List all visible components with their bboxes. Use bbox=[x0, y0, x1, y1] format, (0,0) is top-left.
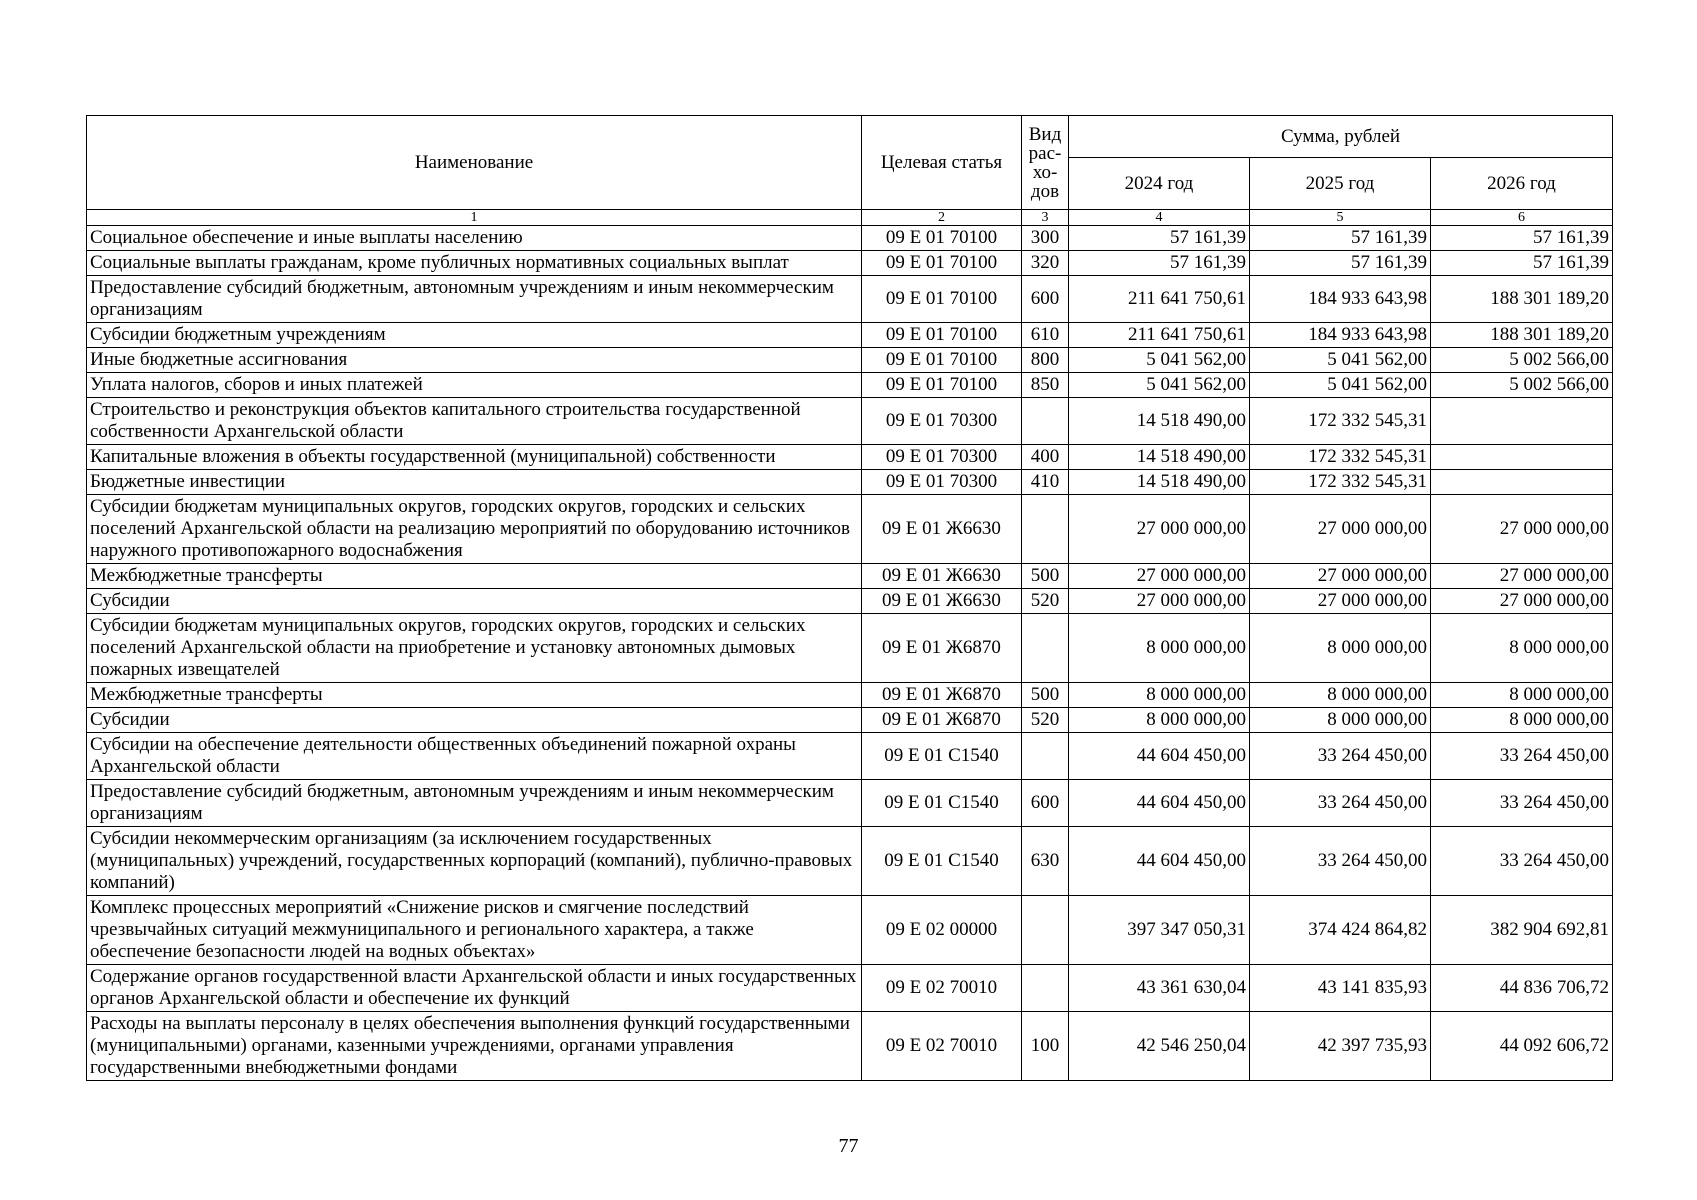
row-amount-2026-cell: 8 000 000,00 bbox=[1431, 708, 1613, 733]
row-amount-2024-cell: 211 641 750,61 bbox=[1069, 323, 1250, 348]
row-target-article-cell: 09 Е 01 С1540 bbox=[862, 827, 1022, 896]
row-name-cell: Бюджетные инвестиции bbox=[87, 470, 862, 495]
row-target-article-cell: 09 Е 02 70010 bbox=[862, 1012, 1022, 1081]
row-amount-2026-cell: 44 092 606,72 bbox=[1431, 1012, 1613, 1081]
row-target-article-cell: 09 Е 01 70100 bbox=[862, 276, 1022, 323]
row-name-cell: Межбюджетные трансферты bbox=[87, 564, 862, 589]
table-row bbox=[87, 373, 1613, 398]
row-name-cell: Расходы на выплаты персоналу в целях обеспечения выполнения функций государственными (муниципальными) органами, казенными учреждениями, органами управления государственными внебюджетными фондами bbox=[87, 1012, 862, 1081]
table-row bbox=[87, 564, 1613, 589]
row-expense-type-cell: 500 bbox=[1022, 683, 1069, 708]
row-amount-2025-cell: 8 000 000,00 bbox=[1250, 683, 1431, 708]
row-amount-2025-cell: 172 332 545,31 bbox=[1250, 445, 1431, 470]
budget-table bbox=[86, 115, 1613, 1081]
row-amount-2025-cell: 27 000 000,00 bbox=[1250, 589, 1431, 614]
table-row bbox=[87, 965, 1613, 1012]
table-body bbox=[87, 226, 1613, 1081]
row-amount-2025-cell: 8 000 000,00 bbox=[1250, 708, 1431, 733]
row-amount-2024-cell: 43 361 630,04 bbox=[1069, 965, 1250, 1012]
row-expense-type-cell: 500 bbox=[1022, 564, 1069, 589]
row-amount-2026-cell: 8 000 000,00 bbox=[1431, 614, 1613, 683]
row-amount-2026-cell: 5 002 566,00 bbox=[1431, 348, 1613, 373]
row-amount-2026-cell bbox=[1431, 398, 1613, 445]
header-year-2024: 2024 год bbox=[1069, 158, 1250, 210]
row-amount-2024-cell: 5 041 562,00 bbox=[1069, 348, 1250, 373]
header-expense-type-line: хо- bbox=[1032, 161, 1058, 183]
page-number: 77 bbox=[838, 1135, 859, 1157]
row-name-cell: Предоставление субсидий бюджетным, автономным учреждениям и иным некоммерческим организациям bbox=[87, 780, 862, 827]
row-expense-type-cell: 850 bbox=[1022, 373, 1069, 398]
table-row bbox=[87, 276, 1613, 323]
row-amount-2025-cell: 184 933 643,98 bbox=[1250, 323, 1431, 348]
row-expense-type-cell bbox=[1022, 398, 1069, 445]
table-row bbox=[87, 733, 1613, 780]
row-name-cell: Иные бюджетные ассигнования bbox=[87, 348, 862, 373]
row-target-article-cell: 09 Е 01 С1540 bbox=[862, 733, 1022, 780]
row-name-cell: Социальное обеспечение и иные выплаты населению bbox=[87, 226, 862, 251]
row-name-cell: Содержание органов государственной власти Архангельской области и иных государственных органов Архангельской области и обеспечение их функций bbox=[87, 965, 862, 1012]
row-amount-2026-cell: 33 264 450,00 bbox=[1431, 780, 1613, 827]
row-expense-type-cell: 410 bbox=[1022, 470, 1069, 495]
row-amount-2024-cell: 14 518 490,00 bbox=[1069, 445, 1250, 470]
row-expense-type-cell bbox=[1022, 614, 1069, 683]
row-name-cell: Субсидии bbox=[87, 708, 862, 733]
row-name-cell: Предоставление субсидий бюджетным, автономным учреждениям и иным некоммерческим организациям bbox=[87, 276, 862, 323]
table-row bbox=[87, 589, 1613, 614]
header-sum: Сумма, рублей bbox=[1069, 116, 1613, 158]
header-name: Наименование bbox=[87, 116, 862, 210]
row-target-article-cell: 09 Е 01 70300 bbox=[862, 470, 1022, 495]
row-target-article-cell: 09 Е 02 00000 bbox=[862, 896, 1022, 965]
row-amount-2025-cell: 57 161,39 bbox=[1250, 226, 1431, 251]
table-row bbox=[87, 398, 1613, 445]
row-amount-2026-cell: 27 000 000,00 bbox=[1431, 564, 1613, 589]
row-amount-2026-cell: 188 301 189,20 bbox=[1431, 323, 1613, 348]
table-row bbox=[87, 495, 1613, 564]
row-amount-2026-cell: 33 264 450,00 bbox=[1431, 827, 1613, 896]
table-header bbox=[87, 116, 1613, 226]
row-amount-2025-cell: 5 041 562,00 bbox=[1250, 348, 1431, 373]
header-expense-type-line: Вид bbox=[1028, 123, 1062, 145]
column-number: 3 bbox=[1022, 210, 1069, 226]
row-target-article-cell: 09 Е 01 70100 bbox=[862, 251, 1022, 276]
row-amount-2025-cell: 33 264 450,00 bbox=[1250, 780, 1431, 827]
row-amount-2025-cell: 57 161,39 bbox=[1250, 251, 1431, 276]
row-amount-2025-cell: 172 332 545,31 bbox=[1250, 398, 1431, 445]
row-name-cell: Субсидии бюджетным учреждениям bbox=[87, 323, 862, 348]
table-row bbox=[87, 226, 1613, 251]
row-name-cell: Субсидии бюджетам муниципальных округов, городских округов, городских и сельских поселений Архангельской области на реализацию мероприятий по оборудованию источников наружного противопожарного водоснабжения bbox=[87, 495, 862, 564]
row-amount-2026-cell: 27 000 000,00 bbox=[1431, 495, 1613, 564]
row-target-article-cell: 09 Е 01 70100 bbox=[862, 348, 1022, 373]
row-amount-2026-cell: 8 000 000,00 bbox=[1431, 683, 1613, 708]
row-expense-type-cell: 400 bbox=[1022, 445, 1069, 470]
row-expense-type-cell: 520 bbox=[1022, 589, 1069, 614]
row-amount-2024-cell: 42 546 250,04 bbox=[1069, 1012, 1250, 1081]
row-amount-2024-cell: 8 000 000,00 bbox=[1069, 683, 1250, 708]
row-amount-2026-cell bbox=[1431, 445, 1613, 470]
row-amount-2026-cell: 27 000 000,00 bbox=[1431, 589, 1613, 614]
table-row bbox=[87, 348, 1613, 373]
row-amount-2025-cell: 27 000 000,00 bbox=[1250, 564, 1431, 589]
table-row bbox=[87, 1012, 1613, 1081]
row-amount-2024-cell: 27 000 000,00 bbox=[1069, 495, 1250, 564]
table-row bbox=[87, 708, 1613, 733]
row-expense-type-cell: 800 bbox=[1022, 348, 1069, 373]
row-expense-type-cell: 610 bbox=[1022, 323, 1069, 348]
table-row bbox=[87, 614, 1613, 683]
row-target-article-cell: 09 Е 01 70100 bbox=[862, 323, 1022, 348]
row-target-article-cell: 09 Е 01 70300 bbox=[862, 445, 1022, 470]
row-amount-2026-cell bbox=[1431, 470, 1613, 495]
row-amount-2024-cell: 211 641 750,61 bbox=[1069, 276, 1250, 323]
row-expense-type-cell: 100 bbox=[1022, 1012, 1069, 1081]
row-amount-2025-cell: 172 332 545,31 bbox=[1250, 470, 1431, 495]
row-amount-2024-cell: 44 604 450,00 bbox=[1069, 827, 1250, 896]
column-number: 2 bbox=[862, 210, 1022, 226]
row-amount-2026-cell: 44 836 706,72 bbox=[1431, 965, 1613, 1012]
row-amount-2026-cell: 33 264 450,00 bbox=[1431, 733, 1613, 780]
row-amount-2024-cell: 44 604 450,00 bbox=[1069, 733, 1250, 780]
table-row bbox=[87, 827, 1613, 896]
row-amount-2024-cell: 8 000 000,00 bbox=[1069, 708, 1250, 733]
row-name-cell: Субсидии на обеспечение деятельности общественных объединений пожарной охраны Архангельской области bbox=[87, 733, 862, 780]
row-target-article-cell: 09 Е 02 70010 bbox=[862, 965, 1022, 1012]
header-expense-type-line: рас- bbox=[1028, 142, 1062, 164]
row-target-article-cell: 09 Е 01 Ж6630 bbox=[862, 589, 1022, 614]
row-name-cell: Межбюджетные трансферты bbox=[87, 683, 862, 708]
row-target-article-cell: 09 Е 01 70300 bbox=[862, 398, 1022, 445]
row-name-cell: Социальные выплаты гражданам, кроме публичных нормативных социальных выплат bbox=[87, 251, 862, 276]
row-amount-2025-cell: 184 933 643,98 bbox=[1250, 276, 1431, 323]
row-target-article-cell: 09 Е 01 Ж6870 bbox=[862, 683, 1022, 708]
row-amount-2024-cell: 8 000 000,00 bbox=[1069, 614, 1250, 683]
row-amount-2025-cell: 374 424 864,82 bbox=[1250, 896, 1431, 965]
row-name-cell: Субсидии некоммерческим организациям (за исключением государственных (муниципальных) учреждений, государственных корпораций (компаний), публично-правовых компаний) bbox=[87, 827, 862, 896]
row-name-cell: Комплекс процессных мероприятий «Снижение рисков и смягчение последствий чрезвычайных ситуаций межмуниципального и регионального характера, а также обеспечение безопасности людей на водных объектах» bbox=[87, 896, 862, 965]
row-amount-2024-cell: 27 000 000,00 bbox=[1069, 589, 1250, 614]
row-name-cell: Субсидии бюджетам муниципальных округов, городских округов, городских и сельских поселений Архангельской области на приобретение и установку автономных дымовых пожарных извещателей bbox=[87, 614, 862, 683]
row-amount-2024-cell: 27 000 000,00 bbox=[1069, 564, 1250, 589]
row-amount-2026-cell: 382 904 692,81 bbox=[1431, 896, 1613, 965]
table-row bbox=[87, 470, 1613, 495]
table-row bbox=[87, 683, 1613, 708]
row-name-cell: Субсидии bbox=[87, 589, 862, 614]
row-target-article-cell: 09 Е 01 Ж6630 bbox=[862, 495, 1022, 564]
header-year-2025: 2025 год bbox=[1250, 158, 1431, 210]
row-amount-2024-cell: 57 161,39 bbox=[1069, 251, 1250, 276]
row-name-cell: Строительство и реконструкция объектов капитального строительства государственной собственности Архангельской области bbox=[87, 398, 862, 445]
row-amount-2024-cell: 14 518 490,00 bbox=[1069, 470, 1250, 495]
table-row bbox=[87, 251, 1613, 276]
row-amount-2026-cell: 57 161,39 bbox=[1431, 226, 1613, 251]
row-amount-2025-cell: 33 264 450,00 bbox=[1250, 827, 1431, 896]
row-amount-2024-cell: 397 347 050,31 bbox=[1069, 896, 1250, 965]
header-expense-type-line: дов bbox=[1030, 180, 1060, 202]
header-target-article: Целевая статья bbox=[862, 116, 1022, 210]
row-target-article-cell: 09 Е 01 Ж6630 bbox=[862, 564, 1022, 589]
row-amount-2026-cell: 57 161,39 bbox=[1431, 251, 1613, 276]
row-expense-type-cell: 520 bbox=[1022, 708, 1069, 733]
row-expense-type-cell bbox=[1022, 495, 1069, 564]
row-amount-2025-cell: 27 000 000,00 bbox=[1250, 495, 1431, 564]
row-expense-type-cell bbox=[1022, 896, 1069, 965]
row-amount-2025-cell: 5 041 562,00 bbox=[1250, 373, 1431, 398]
row-target-article-cell: 09 Е 01 Ж6870 bbox=[862, 614, 1022, 683]
column-number-row bbox=[87, 210, 1613, 226]
row-target-article-cell: 09 Е 01 С1540 bbox=[862, 780, 1022, 827]
header-year-2026: 2026 год bbox=[1431, 158, 1613, 210]
row-name-cell: Уплата налогов, сборов и иных платежей bbox=[87, 373, 862, 398]
column-number: 6 bbox=[1431, 210, 1613, 226]
row-amount-2024-cell: 5 041 562,00 bbox=[1069, 373, 1250, 398]
row-expense-type-cell: 320 bbox=[1022, 251, 1069, 276]
column-number: 5 bbox=[1250, 210, 1431, 226]
row-name-cell: Капитальные вложения в объекты государственной (муниципальной) собственности bbox=[87, 445, 862, 470]
row-amount-2026-cell: 188 301 189,20 bbox=[1431, 276, 1613, 323]
row-amount-2024-cell: 44 604 450,00 bbox=[1069, 780, 1250, 827]
row-amount-2025-cell: 43 141 835,93 bbox=[1250, 965, 1431, 1012]
column-number: 4 bbox=[1069, 210, 1250, 226]
row-target-article-cell: 09 Е 01 Ж6870 bbox=[862, 708, 1022, 733]
row-expense-type-cell: 600 bbox=[1022, 780, 1069, 827]
table-row bbox=[87, 896, 1613, 965]
row-amount-2026-cell: 5 002 566,00 bbox=[1431, 373, 1613, 398]
row-amount-2025-cell: 33 264 450,00 bbox=[1250, 733, 1431, 780]
row-target-article-cell: 09 Е 01 70100 bbox=[862, 373, 1022, 398]
row-expense-type-cell: 600 bbox=[1022, 276, 1069, 323]
row-expense-type-cell: 300 bbox=[1022, 226, 1069, 251]
table-row bbox=[87, 780, 1613, 827]
table-row bbox=[87, 323, 1613, 348]
row-expense-type-cell: 630 bbox=[1022, 827, 1069, 896]
row-expense-type-cell bbox=[1022, 733, 1069, 780]
header-expense-type bbox=[1022, 116, 1069, 210]
row-expense-type-cell bbox=[1022, 965, 1069, 1012]
row-amount-2024-cell: 57 161,39 bbox=[1069, 226, 1250, 251]
column-number: 1 bbox=[87, 210, 862, 226]
row-target-article-cell: 09 Е 01 70100 bbox=[862, 226, 1022, 251]
row-amount-2025-cell: 8 000 000,00 bbox=[1250, 614, 1431, 683]
row-amount-2024-cell: 14 518 490,00 bbox=[1069, 398, 1250, 445]
table-row bbox=[87, 445, 1613, 470]
row-amount-2025-cell: 42 397 735,93 bbox=[1250, 1012, 1431, 1081]
